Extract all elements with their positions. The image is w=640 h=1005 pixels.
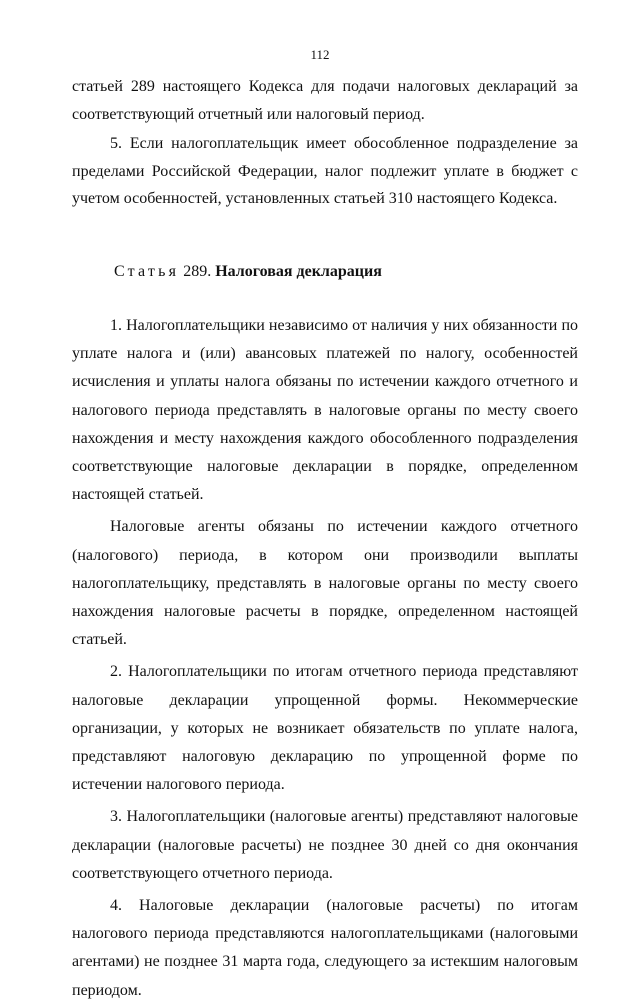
page-number: 112 <box>310 47 330 62</box>
article-number: 289. <box>183 263 212 280</box>
paragraph: 4. Налоговые декларации (налоговые расчеты) по итогам налогового периода представляются налогоплательщиками (налоговыми агентами) не позднее 31 марта года, следующего за истекшим налоговым периодом. <box>72 897 578 999</box>
article-body <box>72 312 578 1005</box>
continuation-paragraph: статьей 289 настоящего Кодекса для подачи налоговых деклараций за соответствующий отчетный или налоговый период. <box>72 78 578 123</box>
article-title: Налоговая декларация <box>215 263 382 280</box>
article-heading <box>114 258 382 285</box>
paragraph-item-5: 5. Если налогоплательщик имеет обособленное подразделение за пределами Российской Федерации, налог подлежит уплате в бюджет с учетом особенностей, установленных статьей 310 настоящего Кодекса. <box>72 135 578 207</box>
paragraph: 2. Налогоплательщики по итогам отчетного периода представляют налоговые декларации упрощенной формы. Некоммерческие организации, у которых не возникает обязательств по уплате налога, представляют налоговую декларацию по упрощенной форме по истечении налогового периода. <box>72 663 578 794</box>
paragraph: Налоговые агенты обязаны по истечении каждого отчетного (налогового) периода, в котором они производили выплаты налогоплательщику, представлять в налоговые органы по месту своего нахождения налоговые расчеты в порядке, определенном настоящей статьей. <box>72 518 578 649</box>
paragraph: 1. Налогоплательщики независимо от наличия у них обязанности по уплате налога и (или) авансовых платежей по налогу, особенностей исчисления и уплаты налога обязаны по истечении каждого отчетного и налогового периода представлять в налоговые органы по месту своего нахождения и месту нахождения каждого обособленного подразделения соответствующие налоговые декларации в порядке, определенном настоящей статьей. <box>72 317 578 504</box>
preceding-article-end <box>72 73 578 213</box>
article-word: Статья <box>114 263 180 280</box>
paragraph: 3. Налогоплательщики (налоговые агенты) представляют налоговые декларации (налоговые расчеты) не позднее 30 дней со дня окончания соответствующего отчетного периода. <box>72 808 578 882</box>
